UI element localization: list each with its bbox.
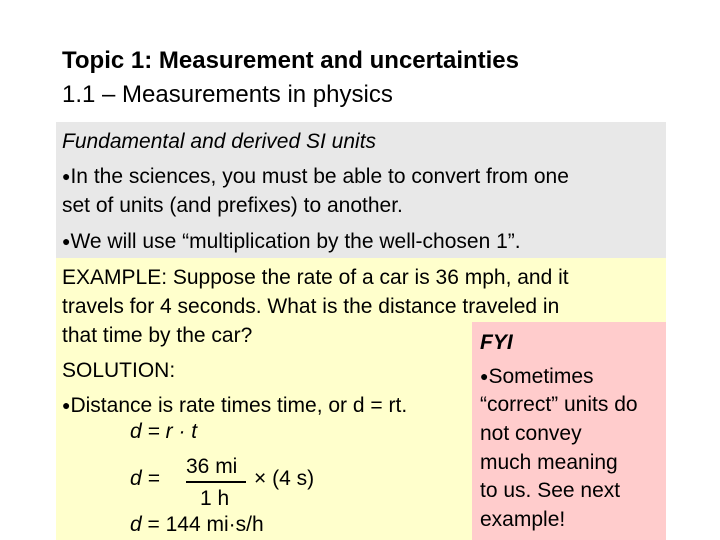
- example-line-3: that time by the car?: [62, 324, 253, 347]
- formula-d-equals: d =: [130, 467, 160, 490]
- fraction-numerator: 36 mi: [186, 455, 238, 478]
- solution-bullet: [62, 392, 407, 419]
- slide-subtitle: 1.1 – Measurements in physics: [62, 81, 393, 108]
- solution-bullet-text: Distance is rate times time, or d = rt.: [70, 394, 408, 417]
- fyi-line-6: example!: [480, 508, 566, 531]
- fyi-line-1: [480, 363, 594, 390]
- result-value: = 144 mi·s/h: [147, 513, 264, 536]
- fyi-title: FYI: [480, 331, 513, 354]
- fraction-bar: [186, 481, 246, 483]
- intro-heading: Fundamental and derived SI units: [62, 130, 377, 153]
- solution-label: SOLUTION:: [62, 359, 176, 382]
- fraction-denominator: 1 h: [200, 487, 230, 510]
- bullet-icon: ●: [62, 397, 71, 413]
- result-variable: d: [130, 513, 142, 536]
- bullet-icon: ●: [62, 233, 71, 249]
- fyi-line-5: to us. See next: [480, 479, 621, 502]
- intro-bullet-2-text: We will use “multiplication by the well-chosen 1”.: [70, 230, 521, 253]
- intro-bullet-2: [62, 228, 521, 255]
- slide-title: Topic 1: Measurement and uncertainties: [62, 47, 519, 74]
- intro-bullet-1-continued: set of units (and prefixes) to another.: [62, 194, 403, 217]
- times-four-seconds: × (4 s): [254, 467, 315, 490]
- intro-bullet-1: [62, 163, 569, 190]
- bullet-icon: ●: [480, 368, 489, 384]
- example-line-1: EXAMPLE: Suppose the rate of a car is 36 mph, and it: [62, 266, 569, 289]
- example-line-2: travels for 4 seconds. What is the distance traveled in: [62, 295, 560, 318]
- fyi-line-2: “correct” units do: [480, 393, 638, 416]
- result-line: [130, 512, 264, 538]
- fyi-line-1-text: Sometimes: [488, 365, 594, 388]
- bullet-icon: ●: [62, 168, 71, 184]
- intro-bullet-1-text: In the sciences, you must be able to convert from one: [70, 165, 569, 188]
- formula-d-rt: d = r · t: [130, 420, 198, 443]
- fyi-line-4: much meaning: [480, 451, 618, 474]
- fyi-line-3: not convey: [480, 422, 582, 445]
